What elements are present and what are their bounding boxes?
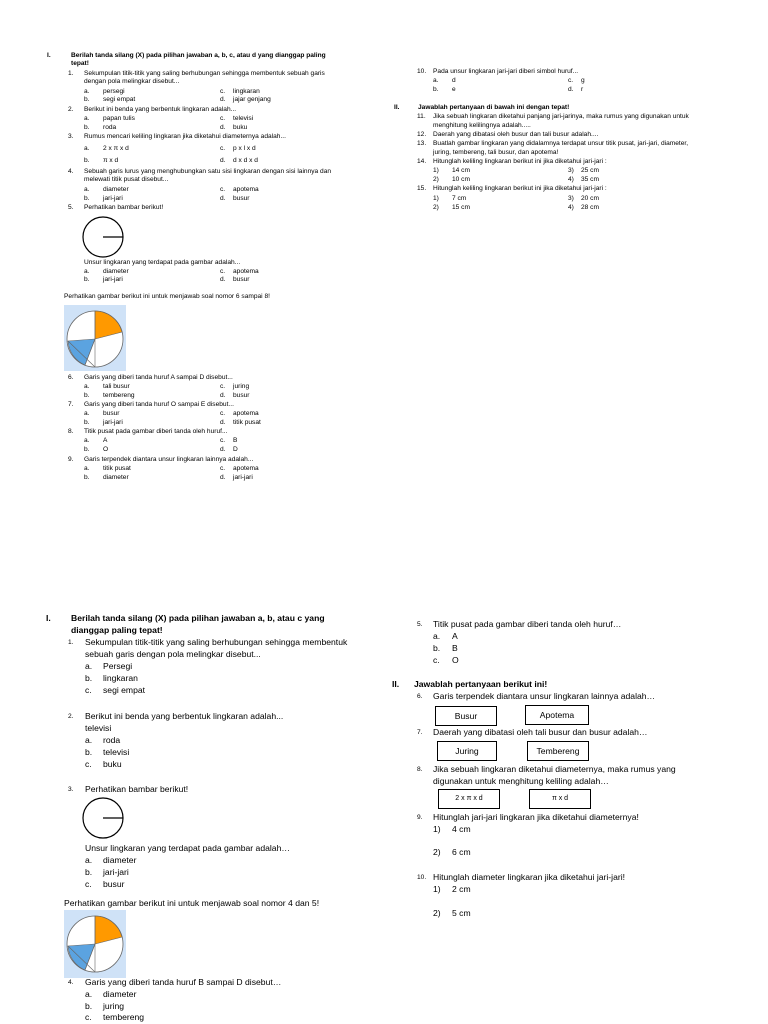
q4-opt-a[interactable]: diameter	[103, 186, 129, 193]
section-1-number: I.	[46, 613, 51, 623]
q10-item-2-label: 2)	[433, 908, 441, 918]
section-1-title-cont: dianggap paling tepat!	[71, 625, 163, 635]
q4-opt-c-letter[interactable]: c.	[220, 186, 226, 193]
q8-opt-c[interactable]: B	[233, 437, 238, 444]
q4-opt-c-letter[interactable]: c.	[85, 1012, 92, 1022]
q2-text: Berikut ini benda yang berbentuk lingkaran adalah...	[85, 711, 284, 721]
q9-opt-c[interactable]: apotema	[233, 465, 259, 472]
q3-opt-a[interactable]: 2 x π x d	[103, 145, 129, 152]
q3-text: Perhatikan bambar berikut!	[85, 784, 189, 794]
q14-opt-4-label: 4)	[568, 176, 574, 183]
answer-box-formula-2-pi-d[interactable]: 2 x π x d	[438, 789, 500, 809]
q4-opt-a[interactable]: diameter	[103, 989, 137, 999]
q11-number: 11.	[417, 113, 426, 120]
q1-opt-a[interactable]: Persegi	[103, 661, 133, 671]
q7-opt-b-letter[interactable]: b.	[84, 419, 90, 426]
q3-opt-b-letter[interactable]: b.	[84, 157, 90, 164]
q6-opt-c-letter[interactable]: c.	[220, 383, 226, 390]
q3-opt-a[interactable]: diameter	[103, 855, 137, 865]
q12-text: Daerah yang dibatasi oleh busur dan tali busur adalah....	[433, 131, 599, 138]
q10-item-1-label: 1)	[433, 884, 441, 894]
q13-number: 13.	[417, 140, 427, 147]
q1-opt-d-letter[interactable]: d.	[220, 96, 226, 103]
q1-text: Sekumpulan titik-titik yang saling berhubungan sehingga membentuk sebuah garis	[84, 70, 325, 77]
q8-opt-d-letter[interactable]: d.	[220, 446, 226, 453]
section-2-number: II.	[392, 679, 400, 689]
q7-opt-a[interactable]: busur	[103, 410, 120, 417]
q7-opt-b[interactable]: jari-jari	[103, 419, 123, 426]
q3-opt-b[interactable]: jari-jari	[103, 867, 129, 877]
q6-opt-a-letter[interactable]: a.	[84, 383, 90, 390]
q1-opt-d[interactable]: jajar genjang	[233, 96, 271, 103]
q1-opt-c[interactable]: segi empat	[103, 685, 146, 695]
q7-opt-c-letter[interactable]: c.	[220, 410, 226, 417]
q14-opt-3-label: 3)	[568, 167, 574, 174]
circle-elements-figure	[64, 305, 126, 371]
q2-number: 2.	[68, 713, 74, 720]
q4-text-cont: melewati titik pusat disebut...	[84, 176, 169, 183]
q9-opt-b-letter[interactable]: b.	[84, 474, 90, 481]
q8-opt-c-letter[interactable]: c.	[220, 437, 226, 444]
q2-number: 2.	[68, 106, 74, 113]
q4-text: Garis yang diberi tanda huruf B sampai D disebut…	[85, 977, 282, 987]
q3-opt-a-letter[interactable]: a.	[84, 145, 90, 152]
q8-number: 8.	[417, 766, 423, 773]
q2-opt-a-letter[interactable]: a.	[84, 115, 90, 122]
q3-opt-b-letter[interactable]: b.	[85, 867, 93, 877]
q15-opt-3: 20 cm	[581, 195, 599, 202]
q1-text-cont: dengan pola melingkar disebut...	[84, 78, 180, 85]
q1-opt-a-letter[interactable]: a.	[85, 661, 93, 671]
q15-opt-1: 7 cm	[452, 195, 467, 202]
section-2-title: Jawablah pertanyaan berikut ini!	[414, 679, 548, 689]
q2-opt-d[interactable]: buku	[233, 124, 248, 131]
q1-number: 1.	[68, 639, 74, 646]
section-1-title: Berilah tanda silang (X) pada pilihan jawaban a, b, atau c yang	[71, 613, 325, 623]
q1-opt-b-letter[interactable]: b.	[84, 96, 90, 103]
q6-text: Garis yang diberi tanda huruf A sampai D disebut...	[84, 374, 233, 381]
q6-text: Garis terpendek diantara unsur lingkaran lainnya adalah…	[433, 691, 656, 701]
q14-opt-1-label: 1)	[433, 167, 439, 174]
q2-opt-b-letter[interactable]: b.	[85, 747, 93, 757]
q9-item-1-label: 1)	[433, 824, 441, 834]
q5-number: 5.	[417, 621, 423, 628]
q2-opt-c-letter[interactable]: c.	[85, 759, 92, 769]
q4-opt-b-letter[interactable]: b.	[84, 195, 90, 202]
q3-number: 3.	[68, 133, 74, 140]
q6-number: 6.	[68, 374, 74, 381]
q8-text-cont: digunakan untuk menghitung keliling adalah…	[433, 776, 609, 786]
q5-opt-d[interactable]: busur	[233, 276, 250, 283]
q7-opt-c[interactable]: apotema	[233, 410, 259, 417]
q3-opt-c[interactable]: busur	[103, 879, 125, 889]
q8-opt-b[interactable]: O	[103, 446, 109, 453]
q15-opt-4-label: 4)	[568, 204, 574, 211]
q2-opt-a[interactable]: papan tulis	[103, 115, 135, 122]
q5-opt-c-letter[interactable]: c.	[220, 268, 226, 275]
q1-text: Sekumpulan titik-titik yang saling berhubungan sehingga membentuk	[85, 637, 348, 647]
q1-opt-b[interactable]: segi empat	[103, 96, 136, 103]
q11-text: Jika sebuah lingkaran diketahui panjang jari-jarinya, maka rumus yang digunakan untuk	[433, 113, 689, 120]
section-2-title: Jawablah pertanyaan di bawah ini dengan tepat!	[418, 104, 570, 111]
q15-opt-3-label: 3)	[568, 195, 574, 202]
q6-opt-d[interactable]: busur	[233, 392, 250, 399]
q1-opt-c[interactable]: lingkaran	[233, 88, 260, 95]
q5-opt-a[interactable]: diameter	[103, 268, 129, 275]
q2-opt-b-letter[interactable]: b.	[84, 124, 90, 131]
q6-opt-d-letter[interactable]: d.	[220, 392, 226, 399]
q4-opt-c[interactable]: apotema	[233, 186, 259, 193]
q2-opt-b[interactable]: roda	[103, 124, 117, 131]
q10-item-1: 2 cm	[452, 884, 471, 894]
circle-elements-figure	[64, 910, 126, 978]
q14-opt-2: 10 cm	[452, 176, 470, 183]
q14-opt-1: 14 cm	[452, 167, 470, 174]
q14-opt-4: 35 cm	[581, 176, 599, 183]
q9-opt-d-letter[interactable]: d.	[220, 474, 226, 481]
q9-item-2: 6 cm	[452, 847, 471, 857]
q5-text: Perhatikan bambar berikut!	[84, 204, 164, 211]
q13-text-cont: juring, tembereng, tali busur, dan apotema!	[433, 149, 559, 156]
q5-opt-c[interactable]: apotema	[233, 268, 259, 275]
q2-opt-b[interactable]: televisi	[103, 747, 130, 757]
q14-text: Hitunglah keliling lingkaran berikut ini jika diketahui jari-jari :	[433, 158, 607, 165]
q7-opt-a-letter[interactable]: a.	[84, 410, 90, 417]
q3-opt-b[interactable]: π x d	[103, 157, 119, 164]
q13-text: Buatlah gambar lingkaran yang didalamnya terdapat unsur titik pusat, jari-jari, diameter,	[433, 140, 689, 147]
q1-opt-a-letter[interactable]: a.	[84, 88, 90, 95]
q1-text-cont: sebuah garis dengan pola melingkar disebut...	[85, 649, 261, 659]
q15-opt-2-label: 2)	[433, 204, 439, 211]
q1-number: 1.	[68, 70, 74, 77]
q9-text: Garis terpendek diantara unsur lingkaran lainnya adalah...	[84, 456, 254, 463]
q3-opt-d-letter[interactable]: d.	[220, 157, 226, 164]
q2-opt-c-letter[interactable]: c.	[220, 115, 226, 122]
circle-radius-figure	[80, 216, 128, 258]
answer-box-apotema[interactable]: Apotema	[525, 705, 589, 725]
q10-opt-b-letter[interactable]: b.	[433, 86, 439, 93]
q2-opt-a[interactable]: roda	[103, 735, 121, 745]
q8-opt-a-letter[interactable]: a.	[84, 437, 90, 444]
q6-number: 6.	[417, 693, 423, 700]
q4-number: 4.	[68, 168, 74, 175]
q10-text: Pada unsur lingkaran jari-jari diberi simbol huruf...	[433, 68, 579, 75]
q4-opt-b-letter[interactable]: b.	[85, 1001, 93, 1011]
q3-text: Rumus mencari keliling lingkaran jika diketahui diameternya adalah...	[84, 133, 286, 140]
q10-opt-d[interactable]: r	[581, 86, 584, 93]
q8-opt-d[interactable]: D	[233, 446, 238, 453]
q4-opt-d[interactable]: busur	[233, 195, 250, 202]
q3-text-cont: Unsur lingkaran yang terdapat pada gambar adalah…	[85, 843, 290, 853]
q4-opt-a-letter[interactable]: a.	[84, 186, 90, 193]
q3-number: 3.	[68, 786, 74, 793]
q7-opt-d[interactable]: titik pusat	[233, 419, 261, 426]
q1-opt-c-letter[interactable]: c.	[220, 88, 226, 95]
q10-opt-c[interactable]: g	[581, 77, 585, 84]
q5-opt-d-letter[interactable]: d.	[220, 276, 226, 283]
section-1-number: I.	[47, 52, 51, 59]
q8-opt-b-letter[interactable]: b.	[84, 446, 90, 453]
q3-opt-c-letter[interactable]: c.	[85, 879, 92, 889]
q6-opt-a[interactable]: tali busur	[103, 383, 130, 390]
q3-opt-d[interactable]: d x d x d	[233, 157, 258, 164]
q14-opt-2-label: 2)	[433, 176, 439, 183]
q4-opt-c[interactable]: tembereng	[103, 1012, 145, 1022]
q2-opt-c[interactable]: buku	[103, 759, 122, 769]
q9-number: 9.	[68, 456, 74, 463]
q9-opt-b[interactable]: diameter	[103, 474, 129, 481]
q9-item-1: 4 cm	[452, 824, 471, 834]
q15-opt-2: 15 cm	[452, 204, 470, 211]
q5-opt-b-letter[interactable]: b.	[84, 276, 90, 283]
q9-item-2-label: 2)	[433, 847, 441, 857]
figure-intro: Perhatikan gambar berikut ini untuk menjawab soal nomor 6 sampai 8!	[64, 293, 270, 300]
section-1-title-cont: tepat!	[71, 60, 89, 67]
q5-opt-c[interactable]: O	[452, 655, 459, 665]
q3-opt-c-letter[interactable]: c.	[220, 145, 226, 152]
q15-opt-1-label: 1)	[433, 195, 439, 202]
q4-text: Sebuah garis lurus yang menghubungkan satu sisi lingkaran dengan sisi lainnya dan	[84, 168, 332, 175]
q12-number: 12.	[417, 131, 427, 138]
q3-opt-a-letter[interactable]: a.	[85, 855, 93, 865]
q7-text: Daerah yang dibatasi oleh tali busur dan busur adalah…	[433, 727, 648, 737]
q11-text-cont: menghitung kelilingnya adalah.....	[433, 122, 531, 129]
q4-opt-b[interactable]: juring	[103, 1001, 125, 1011]
q6-opt-b[interactable]: tembereng	[103, 392, 135, 399]
q1-opt-b-letter[interactable]: b.	[85, 673, 93, 683]
q7-number: 7.	[68, 401, 74, 408]
q5-opt-b[interactable]: jari-jari	[103, 276, 123, 283]
q9-opt-a[interactable]: titik pusat	[103, 465, 131, 472]
q8-number: 8.	[68, 428, 74, 435]
q9-opt-c-letter[interactable]: c.	[220, 465, 226, 472]
q5-number: 5.	[68, 204, 74, 211]
q5-opt-a-letter[interactable]: a.	[84, 268, 90, 275]
q7-text: Garis yang diberi tanda huruf O sampai E disebut...	[84, 401, 234, 408]
answer-box-tembereng[interactable]: Tembereng	[527, 741, 589, 761]
q9-opt-a-letter[interactable]: a.	[84, 465, 90, 472]
q3-opt-c[interactable]: p x l x d	[233, 145, 256, 152]
q15-text: Hitunglah keliling lingkaran berikut ini jika diketahui jari-jari :	[433, 185, 607, 192]
q4-opt-a-letter[interactable]: a.	[85, 989, 93, 999]
q5-opt-a[interactable]: A	[452, 631, 458, 641]
q10-opt-b[interactable]: e	[452, 86, 456, 93]
section-1-title: Berilah tanda silang (X) pada pilihan jawaban a, b, c, atau d yang dianggap paling	[71, 52, 326, 59]
q1-opt-a[interactable]: persegi	[103, 88, 125, 95]
q9-text: Hitunglah jari-jari lingkaran jika diketahui diameternya!	[433, 812, 639, 822]
q5-opt-a-letter[interactable]: a.	[433, 631, 441, 641]
q5-opt-b-letter[interactable]: b.	[433, 643, 441, 653]
q8-opt-a[interactable]: A	[103, 437, 108, 444]
figure-intro: Perhatikan gambar berikut ini untuk menjawab soal nomor 4 dan 5!	[64, 898, 320, 908]
q4-opt-b[interactable]: jari-jari	[103, 195, 123, 202]
q14-opt-3: 25 cm	[581, 167, 599, 174]
q10-number: 10.	[417, 874, 427, 881]
q7-opt-d-letter[interactable]: d.	[220, 419, 226, 426]
q10-number: 10.	[417, 68, 427, 75]
circle-radius-figure	[80, 797, 128, 839]
answer-box-formula-pi-d[interactable]: π x d	[529, 789, 591, 809]
section-2-number: II.	[394, 104, 400, 111]
q15-number: 15.	[417, 185, 427, 192]
q9-number: 9.	[417, 814, 423, 821]
q2-opt-d-letter[interactable]: d.	[220, 124, 226, 131]
q1-opt-c-letter[interactable]: c.	[85, 685, 92, 695]
q5-text-cont: Unsur lingkaran yang terdapat pada gambar adalah...	[84, 259, 241, 266]
q10-opt-d-letter[interactable]: d.	[568, 86, 574, 93]
q5-text: Titik pusat pada gambar diberi tanda oleh huruf…	[433, 619, 622, 629]
answer-box-juring[interactable]: Juring	[437, 741, 497, 761]
q10-text: Hitunglah diameter lingkaran jika diketahui jari-jari!	[433, 872, 626, 882]
q6-opt-b-letter[interactable]: b.	[84, 392, 90, 399]
q4-number: 4.	[68, 979, 74, 986]
q9-opt-d[interactable]: jari-jari	[233, 474, 253, 481]
q8-text: Titik pusat pada gambar diberi tanda oleh huruf...	[84, 428, 228, 435]
q15-opt-4: 28 cm	[581, 204, 599, 211]
q10-opt-c-letter[interactable]: c.	[568, 77, 574, 84]
q2-opt-a-letter[interactable]: a.	[85, 735, 93, 745]
q2-text: Berikut ini benda yang berbentuk lingkaran adalah...	[84, 106, 237, 113]
q2-text-cont: televisi	[85, 723, 112, 733]
q10-opt-a-letter[interactable]: a.	[433, 77, 439, 84]
q14-number: 14.	[417, 158, 427, 165]
q7-number: 7.	[417, 729, 423, 736]
q5-opt-b[interactable]: B	[452, 643, 458, 653]
q4-opt-d-letter[interactable]: d.	[220, 195, 226, 202]
q10-opt-a[interactable]: d	[452, 77, 456, 84]
q6-opt-c[interactable]: juring	[233, 383, 250, 390]
answer-box-busur[interactable]: Busur	[435, 706, 497, 726]
q2-opt-c[interactable]: televisi	[233, 115, 254, 122]
q10-item-2: 5 cm	[452, 908, 471, 918]
q1-opt-b[interactable]: lingkaran	[103, 673, 138, 683]
q5-opt-c-letter[interactable]: c.	[433, 655, 440, 665]
q8-text: Jika sebuah lingkaran diketahui diameternya, maka rumus yang	[433, 764, 676, 774]
